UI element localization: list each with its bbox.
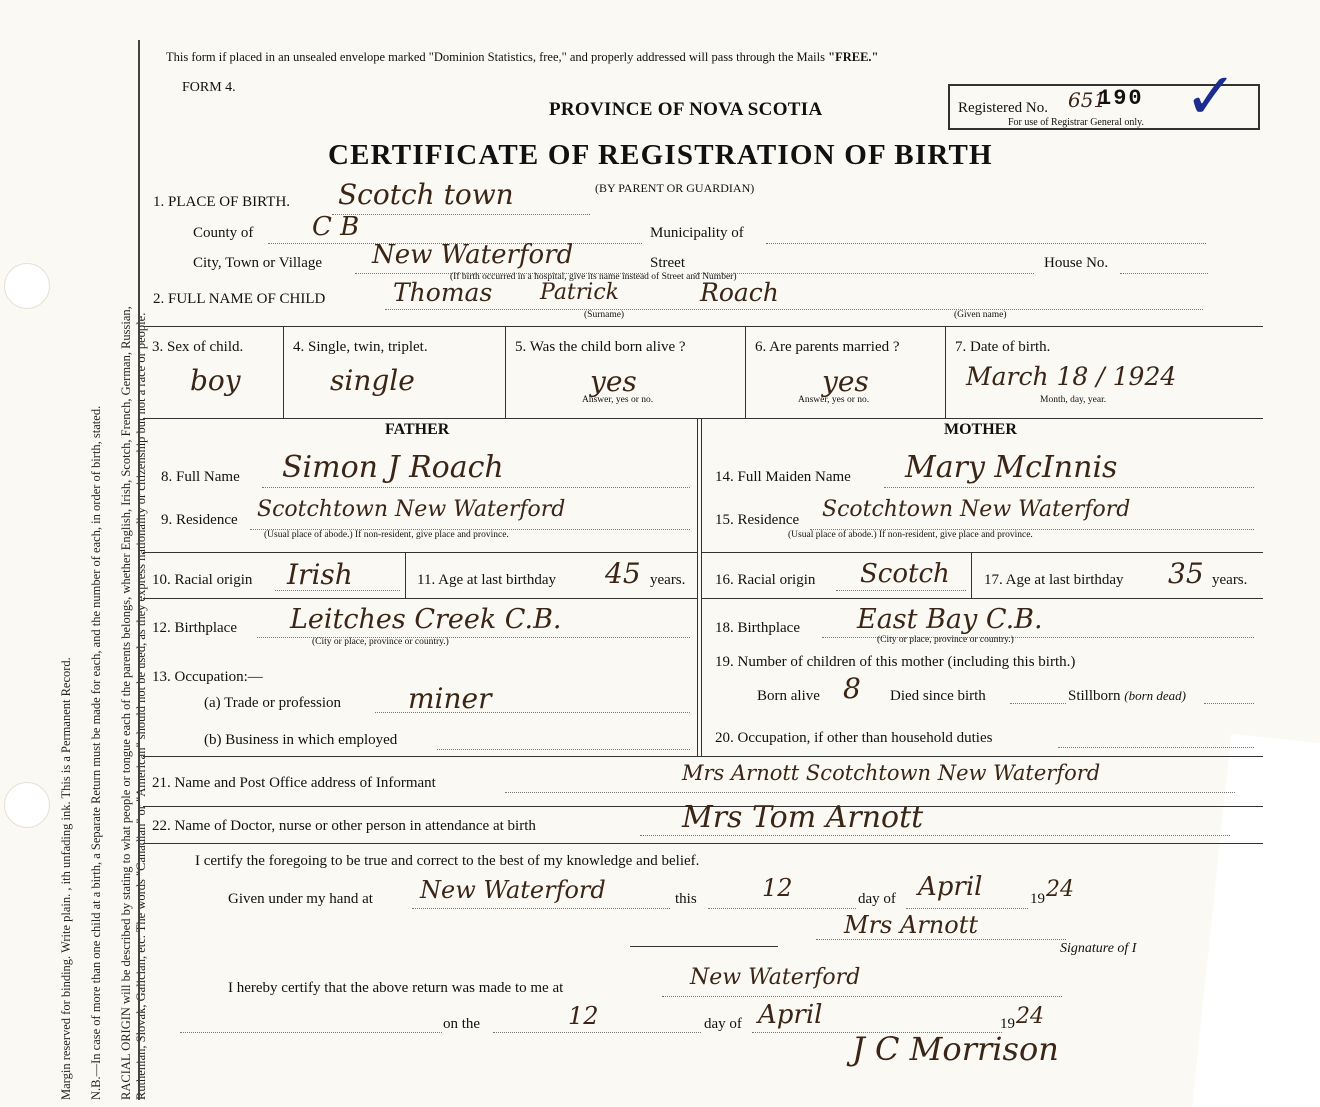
column-rule xyxy=(405,552,406,598)
born-alive-value: yes xyxy=(590,365,637,398)
torn-corner xyxy=(1189,734,1320,1107)
section-rule xyxy=(143,756,1263,757)
born-alive-count-label: Born alive xyxy=(757,688,820,704)
column-rule xyxy=(505,326,506,418)
row-rule xyxy=(143,598,697,599)
registrar-use-note: For use of Registrar General only. xyxy=(1008,117,1144,128)
section-rule xyxy=(143,326,1263,327)
given-month-value: April xyxy=(918,872,983,902)
checkmark-icon: ✓ xyxy=(1184,60,1238,134)
sidebar-nb-note: N.B.—In case of more than one child at a birth, a Separate Return must be made for each, and the number of each, in order of birth, stated. xyxy=(89,405,103,1100)
mother-name-value: Mary McInnis xyxy=(905,450,1118,485)
father-birthplace-note: (City or place, province or country.) xyxy=(312,637,449,647)
section-rule xyxy=(143,418,1263,419)
single-twin-value: single xyxy=(330,364,415,397)
registered-no-stamp: 190 xyxy=(1098,86,1144,111)
house-no-label: House No. xyxy=(1044,255,1109,271)
street-note: (If birth occurred in a hospital, give its name instead of Street and Number) xyxy=(450,272,737,282)
informant-value: Mrs Arnott Scotchtown New Waterford xyxy=(682,761,1101,785)
row-rule xyxy=(702,598,1263,599)
parents-married-label: 6. Are parents married ? xyxy=(755,339,900,355)
column-rule xyxy=(945,326,946,418)
mother-heading: MOTHER xyxy=(944,421,1017,438)
mother-birthplace-note: (City or place, province or country.) xyxy=(877,635,1014,645)
place-of-birth-label: 1. PLACE OF BIRTH. xyxy=(153,194,291,210)
registrar-on-label: on the xyxy=(443,1016,481,1032)
dotted-line xyxy=(262,487,690,488)
short-rule xyxy=(630,946,778,947)
registrar-year-prefix: 19 xyxy=(1000,1016,1015,1032)
dotted-line xyxy=(906,908,1028,909)
mother-racial-label: 16. Racial origin xyxy=(715,572,816,588)
occupation-label: 13. Occupation:— xyxy=(152,669,263,685)
father-racial-label: 10. Racial origin xyxy=(152,572,253,588)
informant-signature: Mrs Arnott xyxy=(844,911,978,939)
county-value: C B xyxy=(312,212,360,242)
dotted-line xyxy=(816,939,1066,940)
dotted-line xyxy=(836,590,966,591)
parents-married-note: Answer, yes or no. xyxy=(798,395,870,405)
registrar-signature: J C Morrison xyxy=(852,1030,1059,1068)
born-alive-count-value: 8 xyxy=(843,672,861,705)
mother-birthplace-label: 18. Birthplace xyxy=(715,620,800,636)
father-residence-note: (Usual place of abode.) If non-resident, give place and province. xyxy=(264,530,509,540)
day-of-label: day of xyxy=(858,891,896,907)
dotted-line xyxy=(275,590,400,591)
city-label: City, Town or Village xyxy=(193,255,323,271)
informant-label: 21. Name and Post Office address of Informant xyxy=(152,775,436,791)
died-since-birth-label: Died since birth xyxy=(890,688,986,704)
signature-label: Signature of I xyxy=(1060,941,1137,956)
registrar-day-value: 12 xyxy=(568,1002,599,1030)
mother-racial-value: Scotch xyxy=(860,559,950,589)
child-surname: Roach xyxy=(700,278,779,307)
certify-statement: I certify the foregoing to be true and correct to the best of my knowledge and belief. xyxy=(195,853,700,869)
dotted-line xyxy=(437,749,690,750)
row-rule xyxy=(143,552,697,553)
row-rule xyxy=(702,552,1263,553)
father-racial-value: Irish xyxy=(287,558,353,591)
business-label: (b) Business in which employed xyxy=(204,732,398,748)
punch-hole xyxy=(4,263,50,309)
form-number: FORM 4. xyxy=(182,80,236,95)
father-mother-divider xyxy=(697,418,702,756)
year-prefix: 19 xyxy=(1030,891,1045,907)
father-name-label: 8. Full Name xyxy=(161,469,240,485)
column-rule xyxy=(745,326,746,418)
father-age-label: 11. Age at last birthday xyxy=(417,572,556,588)
county-label: County of xyxy=(193,225,254,241)
dotted-line xyxy=(884,487,1254,488)
dotted-line xyxy=(708,908,856,909)
mail-note xyxy=(166,50,878,65)
dotted-line xyxy=(332,214,590,215)
dotted-line xyxy=(493,1032,701,1033)
street-label: Street xyxy=(650,255,685,271)
place-of-birth-value: Scotch town xyxy=(338,178,514,211)
child-middle-name: Patrick xyxy=(540,280,619,305)
single-twin-label: 4. Single, twin, triplet. xyxy=(293,339,428,355)
mother-occupation-label: 20. Occupation, if other than household duties xyxy=(715,730,993,746)
municipality-label: Municipality of xyxy=(650,225,744,241)
father-name-value: Simon J Roach xyxy=(282,450,504,485)
mother-age-value: 35 xyxy=(1168,557,1204,590)
father-age-unit: years. xyxy=(650,572,686,588)
stillborn-label xyxy=(1068,688,1186,705)
dotted-line xyxy=(385,309,1203,310)
stillborn-text: Stillborn xyxy=(1068,688,1121,704)
dotted-line xyxy=(1058,747,1254,748)
certificate-title: CERTIFICATE OF REGISTRATION OF BIRTH xyxy=(328,139,993,171)
city-value: New Waterford xyxy=(372,240,574,270)
born-alive-note: Answer, yes or no. xyxy=(582,395,654,405)
date-of-birth-label: 7. Date of birth. xyxy=(955,339,1051,355)
registered-no-label: Registered No. xyxy=(958,100,1048,116)
registrar-month-value: April xyxy=(758,1000,823,1030)
mother-birthplace-value: East Bay C.B. xyxy=(857,604,1043,635)
mail-note-text: This form if placed in an unsealed envelope marked "Dominion Statistics, free," and properly addressed will pass through the Mails xyxy=(166,50,829,64)
by-parent-note: (BY PARENT OR GUARDIAN) xyxy=(595,181,755,195)
dotted-line xyxy=(375,712,690,713)
dotted-line xyxy=(1010,703,1066,704)
given-day-value: 12 xyxy=(762,874,793,902)
sidebar-margin-note: Margin reserved for binding. Write plain. , ith unfading ink. This is a Permanent Record. xyxy=(59,657,73,1100)
dotted-line xyxy=(1120,273,1208,274)
mother-name-label: 14. Full Maiden Name xyxy=(715,469,851,485)
parents-married-value: yes xyxy=(822,365,869,398)
mother-age-label: 17. Age at last birthday xyxy=(984,572,1124,588)
sidebar-racial-note-1: RACIAL ORIGIN will be described by stating to what people or tongue each of the parents belongs, whether English, Irish, Scotch, French, German, Russian, xyxy=(119,306,133,1100)
child-first-name: Thomas xyxy=(393,278,493,307)
surname-note: (Surname) xyxy=(584,310,625,320)
father-birthplace-value: Leitches Creek C.B. xyxy=(290,604,562,635)
children-count-label: 19. Number of children of this mother (including this birth.) xyxy=(715,654,1076,670)
given-name-note: (Given name) xyxy=(954,310,1007,320)
province-heading: PROVINCE OF NOVA SCOTIA xyxy=(549,99,823,120)
dotted-line xyxy=(180,1032,442,1033)
mail-note-free: "FREE." xyxy=(828,50,879,64)
registrar-year-value: 24 xyxy=(1016,1004,1044,1029)
section-rule xyxy=(143,843,1263,844)
dotted-line xyxy=(694,273,1034,274)
date-of-birth-note: Month, day, year. xyxy=(1040,395,1107,405)
sex-label: 3. Sex of child. xyxy=(152,339,244,355)
column-rule xyxy=(971,552,972,598)
father-age-value: 45 xyxy=(605,557,641,590)
father-residence-label: 9. Residence xyxy=(161,512,238,528)
father-heading: FATHER xyxy=(385,421,450,438)
column-rule xyxy=(283,326,284,418)
registrar-day-of-label: day of xyxy=(704,1016,742,1032)
dotted-line xyxy=(662,996,1062,997)
dotted-line xyxy=(640,835,1230,836)
mother-residence-note: (Usual place of abode.) If non-resident, give place and province. xyxy=(788,530,1033,540)
father-residence-value: Scotchtown New Waterford xyxy=(257,497,566,522)
doctor-value: Mrs Tom Arnott xyxy=(682,800,924,835)
this-label: this xyxy=(675,891,697,907)
born-alive-label: 5. Was the child born alive ? xyxy=(515,339,686,355)
punch-hole xyxy=(4,782,50,828)
father-birthplace-label: 12. Birthplace xyxy=(152,620,237,636)
registrar-statement: I hereby certify that the above return was made to me at xyxy=(228,980,564,996)
date-of-birth-value: March 18 / 1924 xyxy=(966,362,1177,391)
dotted-line xyxy=(766,243,1206,244)
registered-no-handwritten: 651 xyxy=(1068,88,1107,112)
doctor-label: 22. Name of Doctor, nurse or other person in attendance at birth xyxy=(152,818,536,834)
given-year-value: 24 xyxy=(1046,877,1074,902)
stillborn-note: (born dead) xyxy=(1124,688,1187,703)
child-name-label: 2. FULL NAME OF CHILD xyxy=(153,291,326,307)
mother-residence-label: 15. Residence xyxy=(715,512,800,528)
binding-margin-line xyxy=(138,40,140,1100)
given-under-hand-label: Given under my hand at xyxy=(228,891,373,907)
registrar-place-value: New Waterford xyxy=(690,965,861,990)
trade-label: (a) Trade or profession xyxy=(204,695,342,711)
given-place-value: New Waterford xyxy=(420,876,606,904)
dotted-line xyxy=(505,792,1235,793)
dotted-line xyxy=(412,908,670,909)
sex-value: boy xyxy=(190,364,241,397)
trade-value: miner xyxy=(408,682,492,715)
dotted-line xyxy=(1204,703,1254,704)
sidebar-racial-note-2: Ruthenian, Slovak, Galician, etc. The words "Canadian" or "American" should not be used, as they express nationality or citizenship but not a race or people. xyxy=(134,312,148,1100)
mother-residence-value: Scotchtown New Waterford xyxy=(822,497,1131,522)
mother-age-unit: years. xyxy=(1212,572,1248,588)
